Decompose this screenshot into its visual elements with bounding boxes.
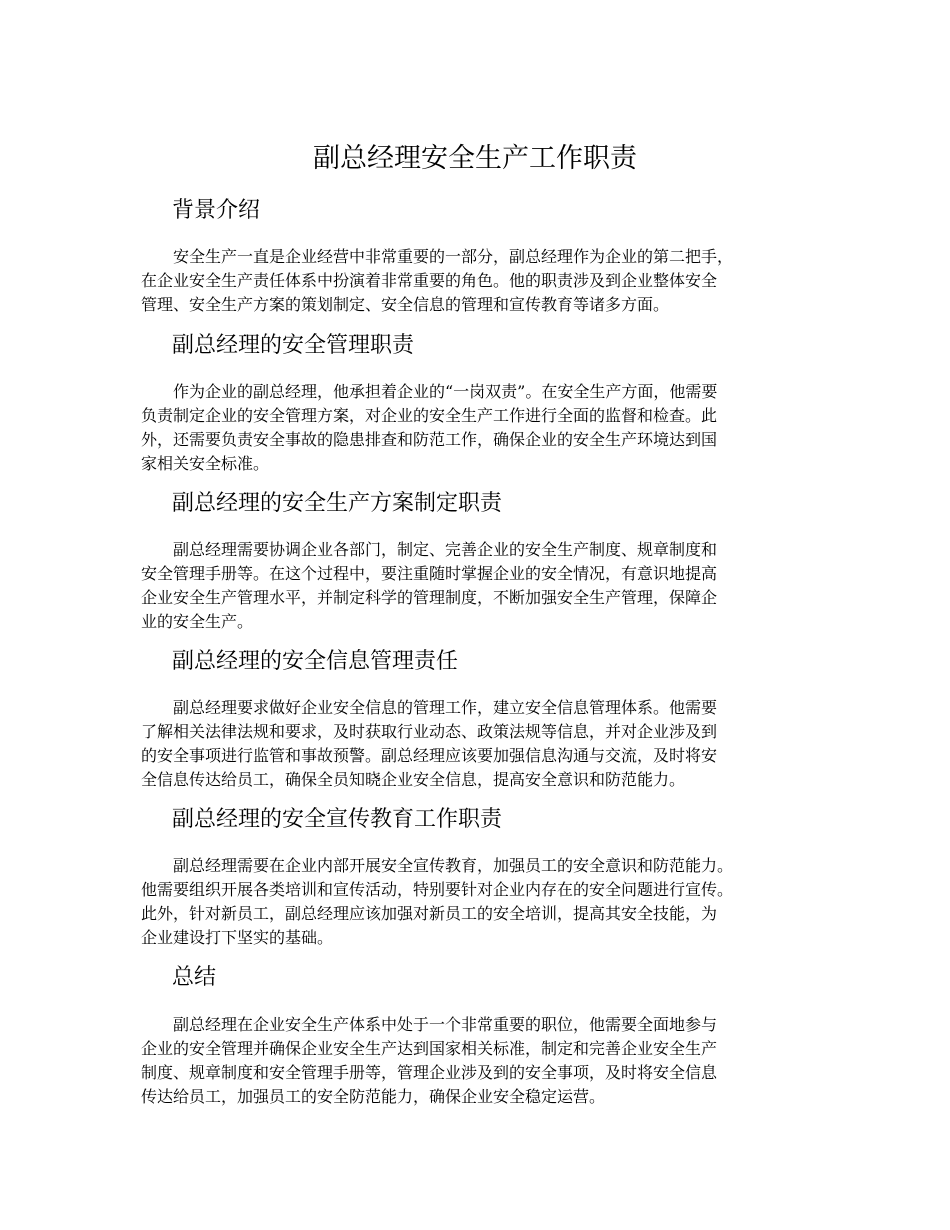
section-paragraph-education: [141, 854, 841, 950]
paragraph-line: 企业安全生产管理水平，并制定科学的管理制度，不断加强安全生产管理，保障企: [141, 588, 718, 607]
section-heading-planning: 副总经理的安全生产方案制定职责: [172, 491, 503, 516]
paragraph-line: 此外，针对新员工，副总经理应该加强对新员工的安全培训，提高其安全技能，为: [141, 904, 718, 923]
paragraph-line: 副总经理需要协调企业各部门，制定、完善企业的安全生产制度、规章制度和: [173, 540, 718, 559]
paragraph-line: 全信息传达给员工，确保全员知晓企业安全信息，提高安全意识和防范能力。: [141, 770, 686, 789]
section-heading-information: 副总经理的安全信息管理责任: [172, 649, 459, 674]
paragraph-line: 安全生产一直是企业经营中非常重要的一部分，副总经理作为企业的第二把手，: [173, 247, 734, 266]
paragraph-line: 管理、安全生产方案的策划制定、安全信息的管理和宣传教育等诸多方面。: [141, 295, 670, 314]
section-paragraph-background: [141, 245, 841, 317]
paragraph-line: 传达给员工，加强员工的安全防范能力，确保企业安全稳定运营。: [141, 1087, 606, 1106]
paragraph-line: 了解相关法律法规和要求，及时获取行业动态、政策法规等信息，并对企业涉及到: [141, 722, 718, 741]
section-heading-education: 副总经理的安全宣传教育工作职责: [172, 807, 503, 832]
paragraph-line: 在企业安全生产责任体系中扮演着非常重要的角色。他的职责涉及到企业整体安全: [141, 271, 718, 290]
paragraph-line: 他需要组织开展各类培训和宣传活动，特别要针对企业内存在的安全问题进行宣传。: [141, 880, 734, 899]
paragraph-line: 制度、规章制度和安全管理手册等，管理企业涉及到的安全事项，及时将安全信息: [141, 1063, 718, 1082]
section-paragraph-information: [141, 696, 841, 792]
document-title: 副总经理安全生产工作职责: [313, 143, 637, 174]
paragraph-line: 外，还需要负责安全事故的隐患排查和防范工作，确保企业的安全生产环境达到国: [141, 430, 718, 449]
paragraph-line: 负责制定企业的安全管理方案，对企业的安全生产工作进行全面的监督和检查。此: [141, 406, 718, 425]
paragraph-line: 副总经理在企业安全生产体系中处于一个非常重要的职位，他需要全面地参与: [173, 1015, 718, 1034]
paragraph-line: 企业建设打下坚实的基础。: [141, 928, 334, 947]
section-paragraph-management: [141, 380, 841, 476]
section-heading-background: 背景介绍: [172, 198, 261, 223]
paragraph-line: 业的安全生产。: [141, 612, 254, 631]
paragraph-line: 的安全事项进行监管和事故预警。副总经理应该要加强信息沟通与交流，及时将安: [141, 746, 718, 765]
paragraph-line: 作为企业的副总经理，他承担着企业的“一岗双责”。在安全生产方面，他需要: [173, 382, 718, 401]
section-heading-summary: 总结: [172, 965, 217, 990]
paragraph-line: 企业的安全管理并确保企业安全生产达到国家相关标准，制定和完善企业安全生产: [141, 1039, 718, 1058]
section-paragraph-summary: [141, 1013, 841, 1109]
paragraph-line: 副总经理要求做好企业安全信息的管理工作，建立安全信息管理体系。他需要: [173, 698, 718, 717]
section-heading-management: 副总经理的安全管理职责: [172, 333, 415, 358]
paragraph-line: 安全管理手册等。在这个过程中，要注重随时掌握企业的安全情况，有意识地提高: [141, 564, 718, 583]
section-paragraph-planning: [141, 538, 841, 634]
paragraph-line: 家相关安全标准。: [141, 454, 270, 473]
paragraph-line: 副总经理需要在企业内部开展安全宣传教育，加强员工的安全意识和防范能力。: [173, 856, 734, 875]
